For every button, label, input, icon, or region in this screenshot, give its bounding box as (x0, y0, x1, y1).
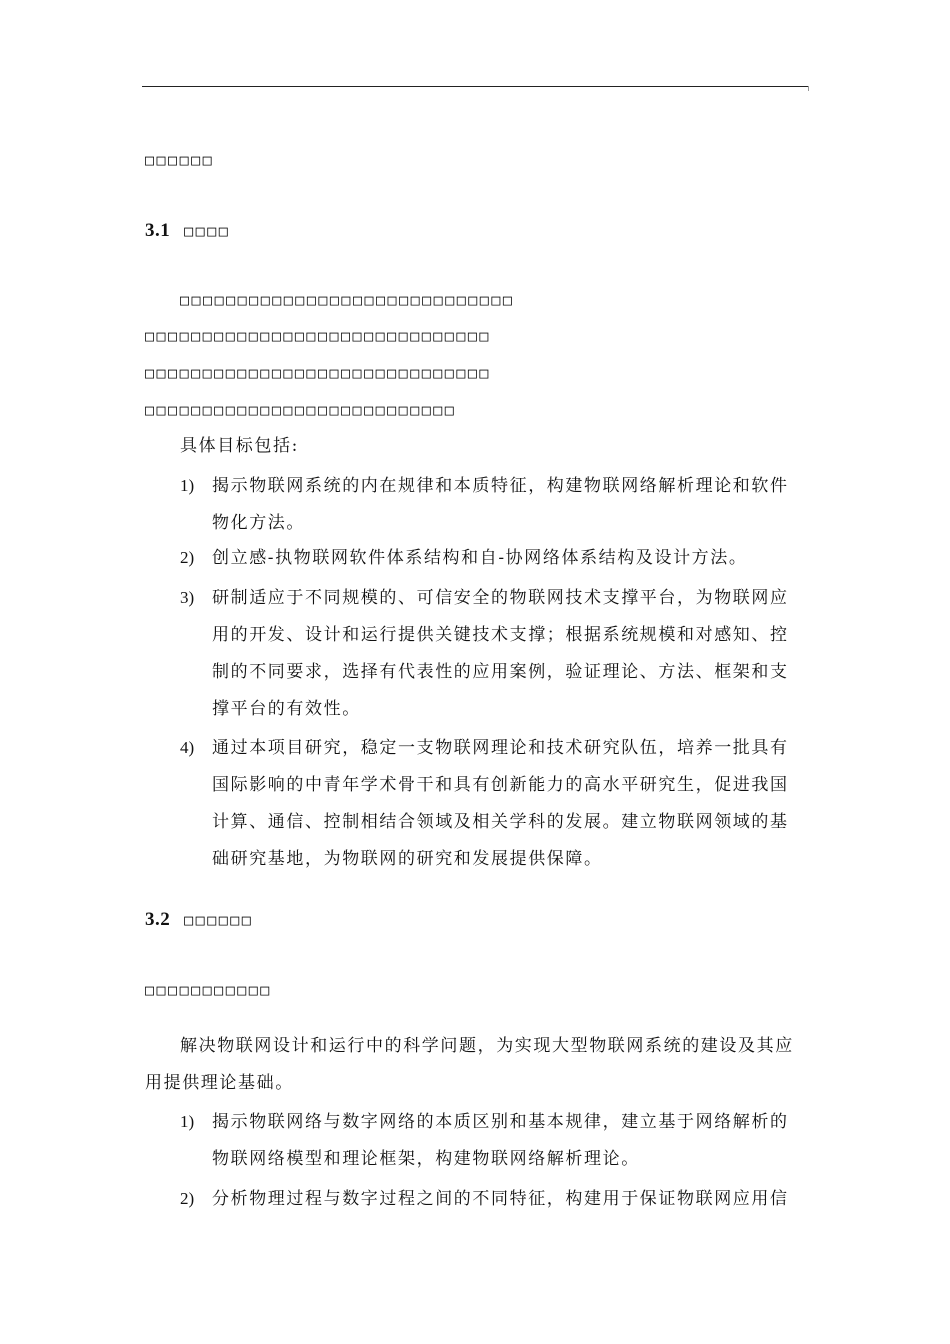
goal-line: 物化方法。 (212, 513, 305, 533)
intro-line: □□□□□□□□□□□□□□□□□□□□□□□□□□□□□ (180, 291, 515, 309)
goal-number: 2) (180, 548, 195, 567)
goal-line: 创立感-执物联网软件体系结构和自-协网络体系结构及设计方法。 (212, 548, 748, 568)
goal-number: 1) (180, 476, 195, 495)
section-title: □□□□□□ (145, 151, 215, 169)
goal-line: 计算、通信、控制相结合领域及相关学科的发展。建立物联网领域的基 (212, 812, 789, 832)
header-rule-tick (808, 86, 809, 91)
subsection-title: □□□□□□□□□□□ (145, 981, 272, 999)
item-number: 2) (180, 1189, 195, 1208)
heading-3-2-title: □□□□□□ (184, 911, 254, 929)
item-line: 分析物理过程与数字过程之间的不同特征，构建用于保证物联网应用信 (212, 1189, 789, 1209)
heading-3-2 (145, 908, 253, 932)
goal-line: 撑平台的有效性。 (212, 699, 361, 719)
goal-line: 通过本项目研究，稳定一支物联网理论和技术研究队伍，培养一批具有 (212, 738, 789, 758)
item-line: 物联网络模型和理论框架，构建物联网络解析理论。 (212, 1149, 640, 1169)
heading-3-1 (145, 219, 230, 243)
item-number: 1) (180, 1112, 195, 1131)
goal-line: 研制适应于不同规模的、可信安全的物联网技术支撑平台，为物联网应 (212, 588, 789, 608)
heading-3-2-number: 3.2 (145, 909, 171, 930)
goals-intro: 具体目标包括: (180, 436, 299, 456)
goal-number: 4) (180, 738, 195, 757)
goal-line: 揭示物联网系统的内在规律和本质特征，构建物联网络解析理论和软件 (212, 476, 789, 496)
goal-line: 国际影响的中青年学术骨干和具有创新能力的高水平研究生，促进我国 (212, 775, 789, 795)
intro-line: □□□□□□□□□□□□□□□□□□□□□□□□□□□□□□ (145, 364, 491, 382)
para2-line: 用提供理论基础。 (145, 1073, 294, 1093)
heading-3-1-title: □□□□ (184, 222, 231, 240)
goal-line: 础研究基地，为物联网的研究和发展提供保障。 (212, 849, 603, 869)
header-rule (142, 86, 808, 87)
goal-line: 制的不同要求，选择有代表性的应用案例，验证理论、方法、框架和支 (212, 662, 789, 682)
item-line: 揭示物联网络与数字网络的本质区别和基本规律，建立基于网络解析的 (212, 1112, 789, 1132)
heading-3-1-number: 3.1 (145, 220, 171, 241)
intro-line: □□□□□□□□□□□□□□□□□□□□□□□□□□□ (145, 401, 457, 419)
goal-number: 3) (180, 588, 195, 607)
para2-line: 解决物联网设计和运行中的科学问题，为实现大型物联网系统的建设及其应 (180, 1036, 794, 1056)
goal-line: 用的开发、设计和运行提供关键技术支撑；根据系统规模和对感知、控 (212, 625, 789, 645)
intro-line: □□□□□□□□□□□□□□□□□□□□□□□□□□□□□□ (145, 327, 491, 345)
